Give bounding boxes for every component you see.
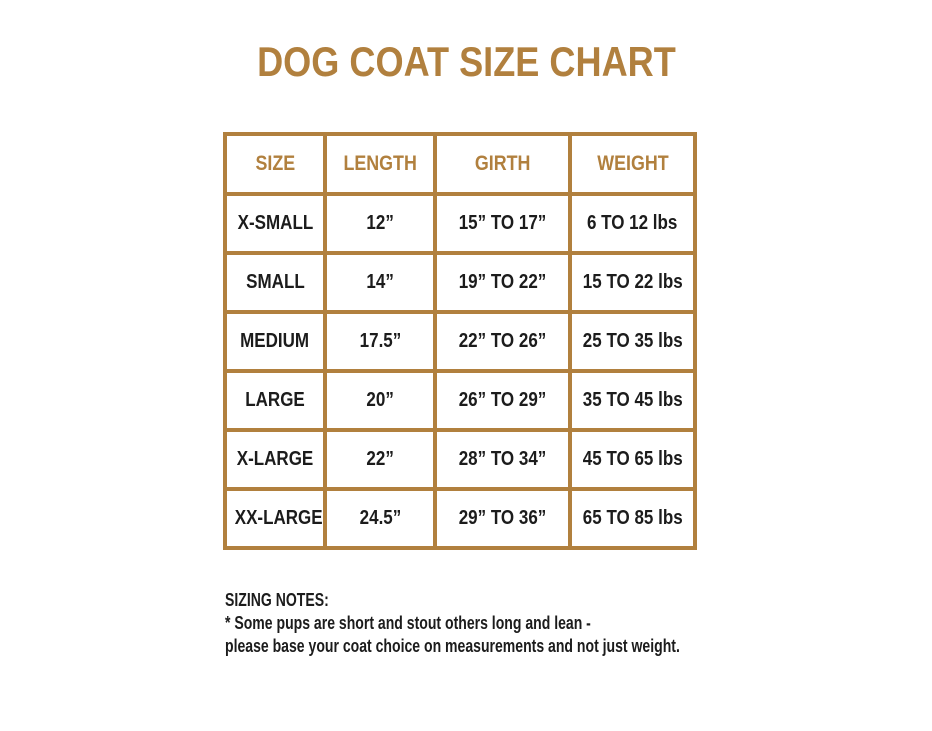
cell-weight [570,312,695,371]
cell-text: 35 TO 45 lbs [582,389,683,411]
cell-text: 19” TO 22” [458,271,547,293]
cell-size [225,253,325,312]
header-text: SIZE [255,152,295,175]
cell-size [225,489,325,548]
table-row-medium [225,312,695,371]
cell-text: X-LARGE [236,448,314,470]
table-row-x-small [225,194,695,253]
cell-girth [435,489,570,548]
cell-text: 65 TO 85 lbs [582,507,683,529]
header-text: GIRTH [474,152,531,175]
page-title-text: DOG COAT SIZE CHART [256,38,676,85]
cell-text: 15” TO 17” [458,212,547,234]
cell-length [325,371,435,430]
page-title [0,40,932,84]
cell-text: 24.5” [359,507,401,529]
cell-girth [435,371,570,430]
header-cell-size [225,134,325,194]
cell-girth [435,253,570,312]
table-row-large [225,371,695,430]
cell-text: 17.5” [359,330,401,352]
cell-size [225,371,325,430]
header-row [225,134,695,194]
cell-text: 14” [366,271,394,293]
cell-girth [435,430,570,489]
cell-length [325,430,435,489]
cell-girth [435,312,570,371]
header-cell-girth [435,134,570,194]
sizing-notes-heading [225,589,808,612]
cell-text: 12” [366,212,394,234]
cell-text: MEDIUM [240,330,310,352]
cell-weight [570,430,695,489]
cell-text: 45 TO 65 lbs [582,448,683,470]
cell-length [325,312,435,371]
sizing-notes [225,589,808,658]
cell-weight [570,371,695,430]
cell-length [325,194,435,253]
cell-girth [435,194,570,253]
cell-text: 22” TO 26” [458,330,547,352]
header-cell-length [325,134,435,194]
cell-weight [570,253,695,312]
cell-size [225,430,325,489]
cell-text: SMALL [245,271,305,293]
header-cell-weight [570,134,695,194]
cell-text: X-SMALL [237,212,313,234]
cell-length [325,489,435,548]
cell-text: 25 TO 35 lbs [582,330,683,352]
cell-text: 15 TO 22 lbs [582,271,683,293]
header-text: WEIGHT [596,152,669,175]
cell-text: LARGE [245,389,305,411]
cell-text: 29” TO 36” [458,507,547,529]
header-text: LENGTH [343,152,417,175]
cell-weight [570,194,695,253]
cell-text: 20” [366,389,394,411]
sizing-note-line-1 [225,612,808,635]
table-row-small [225,253,695,312]
table-row-x-large [225,430,695,489]
cell-text: 28” TO 34” [458,448,547,470]
sizing-note-line-2-text: please base your coat choice on measurements and not just weight. [225,636,680,656]
sizing-notes-heading-text: SIZING NOTES: [225,590,329,610]
cell-text: 6 TO 12 lbs [587,212,678,234]
cell-text: XX-LARGE [234,507,323,529]
cell-size [225,312,325,371]
cell-text: 26” TO 29” [458,389,547,411]
sizing-note-line-2 [225,635,808,658]
cell-weight [570,489,695,548]
cell-length [325,253,435,312]
size-chart-table [223,132,697,550]
cell-text: 22” [366,448,394,470]
table-row-xx-large [225,489,695,548]
sizing-note-line-1-text: * Some pups are short and stout others long and lean - [225,613,591,633]
cell-size [225,194,325,253]
